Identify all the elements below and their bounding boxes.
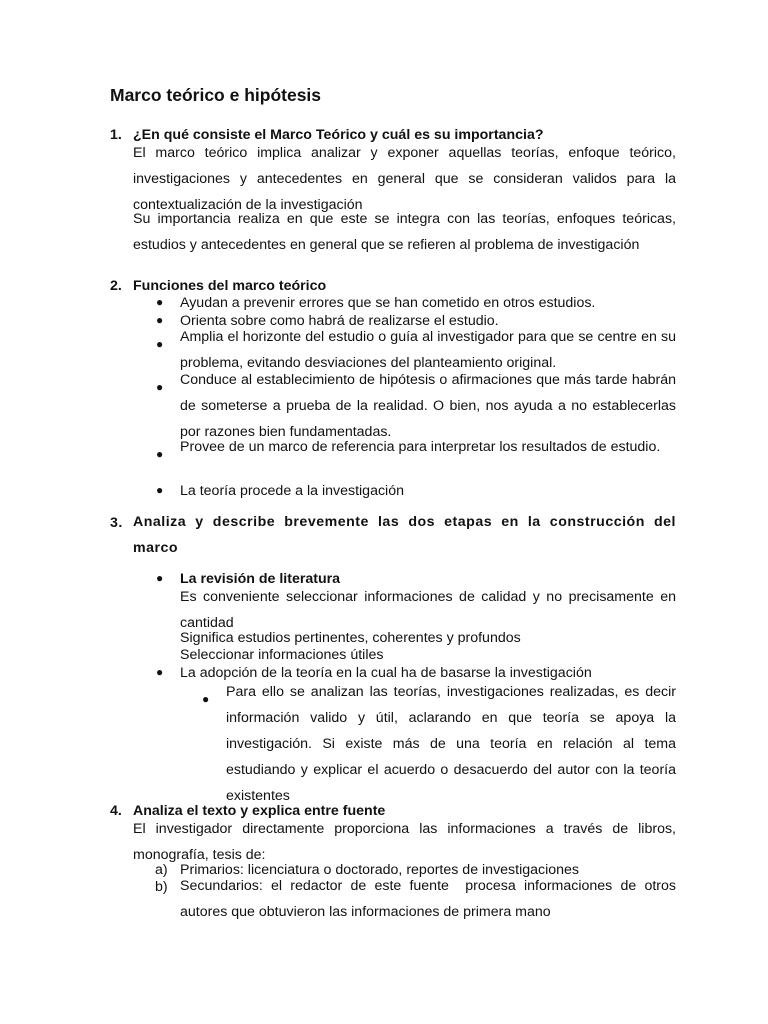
list-item [156, 434, 676, 461]
section-1-paragraph-1: El marco teórico implica analizar y exponer aquellas teorías, enfoque teórico, investigaciones y antecedentes en general que se consideran validos para la contextualización de la investigación [133, 145, 676, 213]
list-item-text: Ayudan a prevenir errores que se han cometido en otros estudios. [180, 295, 596, 311]
stage-1-line-2: Significa estudios pertinentes, coherentes y profundos [180, 630, 521, 646]
list-marker: b) [155, 879, 168, 895]
bullet-icon: ● [156, 313, 164, 327]
list-item-text: Primarios: licenciatura o doctorado, reportes de investigaciones [180, 862, 580, 878]
bullet-icon: ● [156, 665, 164, 679]
section-number: 2. [110, 278, 122, 294]
bullet-icon: ● [156, 295, 164, 309]
list-item-text: Secundarios: el redactor de este fuente procesa informaciones de otros autores que obtuvieron las informaciones de primera mano [180, 878, 680, 920]
list-item [156, 295, 676, 311]
section-1-paragraph-2: Su importancia realiza en que este se integra con las teorías, enfoques teóricas, estudios y antecedentes en general que se refieren al problema de investigación [133, 211, 676, 253]
stage-2-title: La adopción de la teoría en la cual ha de basarse la investigación [180, 665, 592, 681]
stage-1-title: La revisión de literatura [180, 571, 341, 587]
section-heading-text: Analiza el texto y explica entre fuente [133, 803, 386, 819]
section-number: 1. [110, 127, 122, 143]
document-title: Marco teórico e hipótesis [110, 85, 322, 105]
section-heading-text: Analiza y describe brevemente las dos etapas en la construcción del marco [133, 514, 676, 556]
list-item-text: Orienta sobre como habrá de realizarse el estudio. [180, 313, 499, 329]
list-item-text: Amplia el horizonte del estudio o guía al investigador para que se centre en su problema, evitando desviaciones del planteamiento original. [180, 329, 676, 371]
section-heading-text: ¿En qué consiste el Marco Teórico y cuál es su importancia? [133, 127, 544, 143]
list-item-text: Provee de un marco de referencia para interpretar los resultados de estudio. [180, 439, 661, 455]
section-number: 3. [110, 515, 123, 531]
list-item-text: Conduce al establecimiento de hipótesis o afirmaciones que más tarde habrán de someterse a prueba de la realidad. O bien, nos ayuda a no establecerlas por razones bien fundamentadas. [180, 372, 676, 440]
bullet-icon: ● [156, 483, 164, 497]
bullet-icon: ● [156, 380, 164, 394]
section-number: 4. [110, 803, 122, 819]
list-item [156, 483, 676, 499]
bullet-icon: ● [202, 692, 210, 706]
bullet-icon: ● [156, 447, 164, 461]
stage-2-subitem [202, 679, 676, 809]
stage-1-line-1: Es conveniente seleccionar informaciones de calidad y no precisamente en cantidad [180, 589, 676, 631]
stage-1-line-3: Seleccionar informaciones útiles [180, 647, 384, 663]
section-4-paragraph: El investigador directamente proporciona las informaciones a través de libros, monografía, tesis de: [133, 821, 676, 863]
list-item-text: La teoría procede a la investigación [180, 483, 404, 499]
section-heading-text: Funciones del marco teórico [133, 278, 327, 294]
list-marker: a) [155, 862, 168, 878]
bullet-icon: ● [156, 337, 164, 351]
stage-2-subitem-text: Para ello se analizan las teorías, investigaciones realizadas, es decir información valido y útil, aclarando en que teoría se apoya la investigación. Si existe más de una teoría en relación al tema estudiando y explicar el acuerdo o desacuerdo del autor con la teoría existentes [226, 684, 676, 804]
bullet-icon: ● [156, 571, 164, 585]
